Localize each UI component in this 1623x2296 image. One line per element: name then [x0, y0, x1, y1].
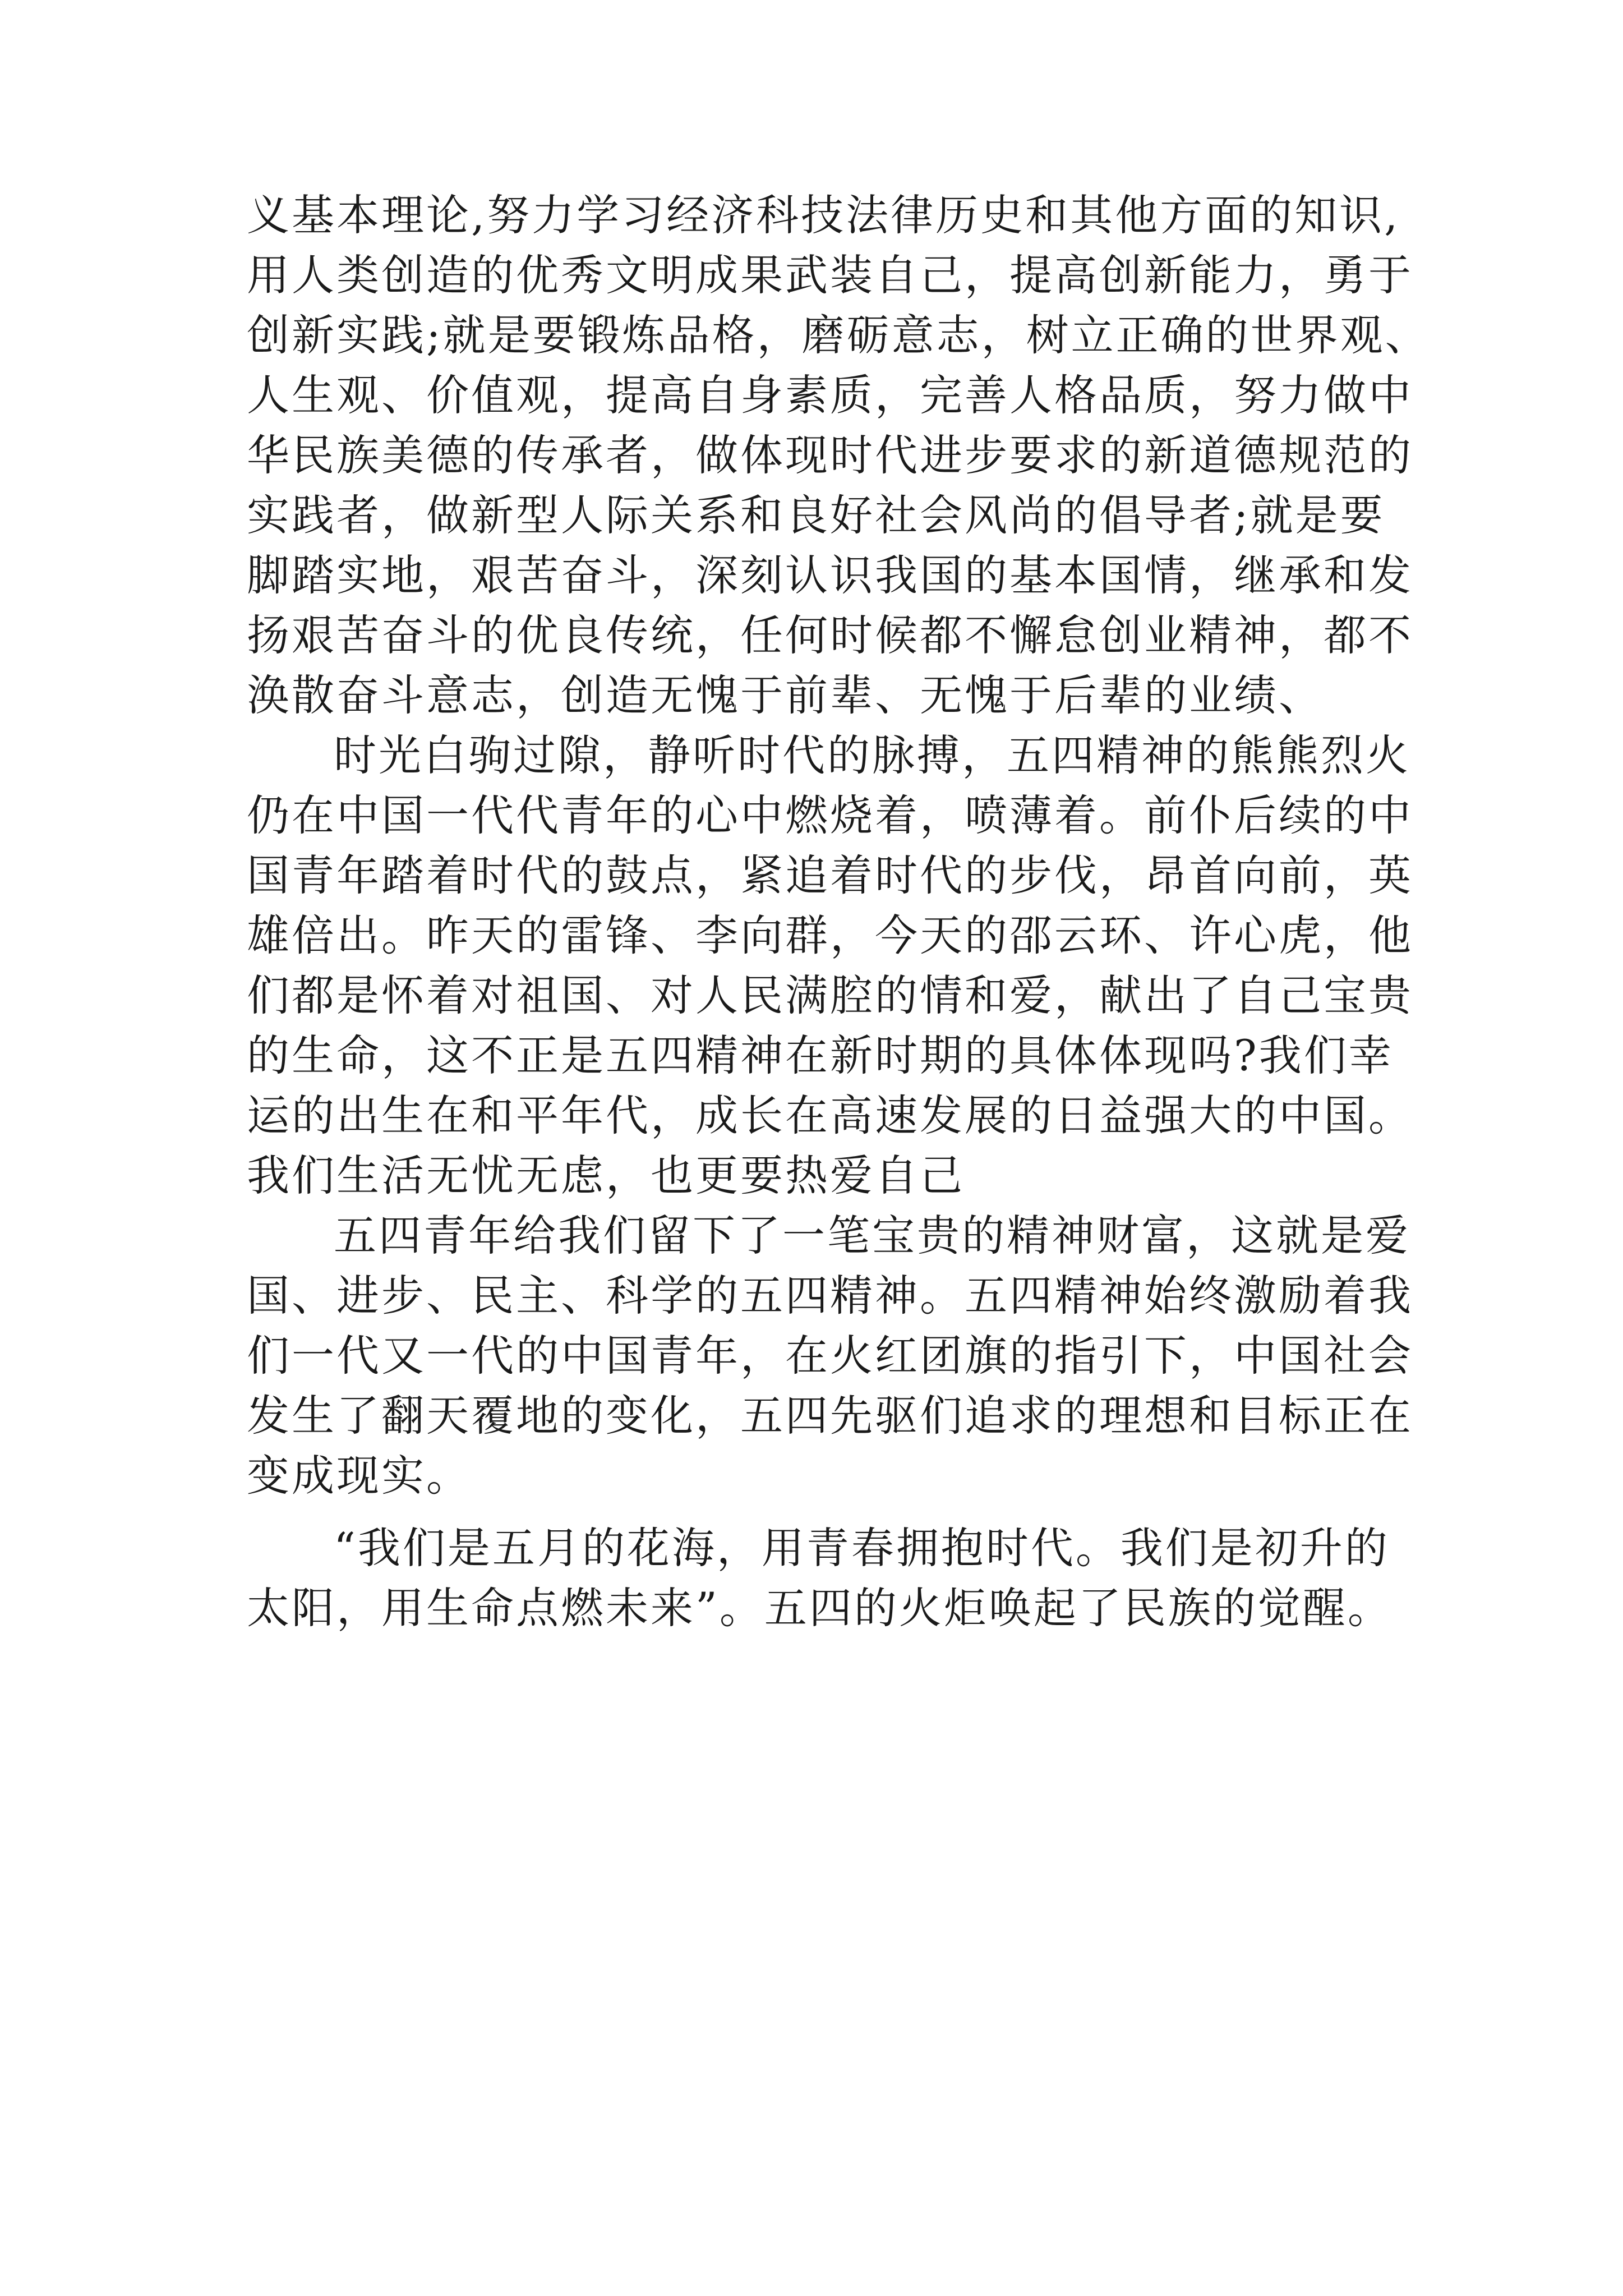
text-line: 国、进步、民主、科学的五四精神。五四精神始终激励着我	[247, 1271, 1413, 1320]
text-line: 用人类创造的优秀文明成果武装自己，提高创新能力，勇于	[247, 250, 1413, 300]
text-line: 时光白驹过隙，静听时代的脉搏，五四精神的熊熊烈火	[334, 730, 1410, 780]
paragraph-4	[247, 1518, 1408, 1638]
text-line: 涣散奋斗意志，创造无愧于前辈、无愧于后辈的业绩、	[247, 670, 1324, 720]
paragraph-2	[247, 725, 1413, 1205]
text-line: 人生观、价值观，提高自身素质，完善人格品质，努力做中	[247, 370, 1413, 420]
text-line: 的生命，这不正是五四精神在新时期的具体体现吗?我们幸	[247, 1030, 1394, 1080]
text-line: 义基本理论,努力学习经济科技法律历史和其他方面的知识,	[247, 190, 1400, 240]
text-line: 发生了翻天覆地的变化，五四先驱们追求的理想和目标正在	[247, 1391, 1413, 1441]
text-line: 创新实践;就是要锻炼品格，磨砺意志，树立正确的世界观、	[247, 310, 1430, 360]
text-line: 实践者，做新型人际关系和良好社会风尚的倡导者;就是要	[247, 490, 1385, 540]
paragraph-1	[247, 185, 1430, 725]
text-line: 我们生活无忧无虑，也更要热爱自己	[247, 1151, 965, 1200]
text-line: 仍在中国一代代青年的心中燃烧着，喷薄着。前仆后续的中	[247, 790, 1413, 840]
text-line: 们一代又一代的中国青年，在火红团旗的指引下，中国社会	[247, 1331, 1413, 1381]
text-line: 运的出生在和平年代，成长在高速发展的日益强大的中国。	[247, 1091, 1413, 1140]
paragraph-3	[247, 1205, 1413, 1506]
text-line: 变成现实。	[247, 1451, 471, 1501]
text-line: 太阳，用生命点燃未来”。五四的火炬唤起了民族的觉醒。	[247, 1583, 1393, 1633]
text-line: 们都是怀着对祖国、对人民满腔的情和爱，献出了自己宝贵	[247, 970, 1413, 1020]
text-line: 五四青年给我们留下了一笔宝贵的精神财富，这就是爱	[334, 1211, 1410, 1260]
text-line: “我们是五月的花海，用青春拥抱时代。我们是初升的	[334, 1523, 1390, 1573]
text-line: 脚踏实地，艰苦奋斗，深刻认识我国的基本国情，继承和发	[247, 550, 1413, 600]
body-text	[247, 185, 1430, 1638]
text-line: 国青年踏着时代的鼓点，紧追着时代的步伐，昂首向前，英	[247, 850, 1413, 900]
text-line: 华民族美德的传承者，做体现时代进步要求的新道德规范的	[247, 430, 1413, 480]
text-line: 雄倍出。昨天的雷锋、李向群，今天的邵云环、许心虎，他	[247, 910, 1413, 960]
text-line: 扬艰苦奋斗的优良传统，任何时候都不懈怠创业精神，都不	[247, 610, 1413, 660]
